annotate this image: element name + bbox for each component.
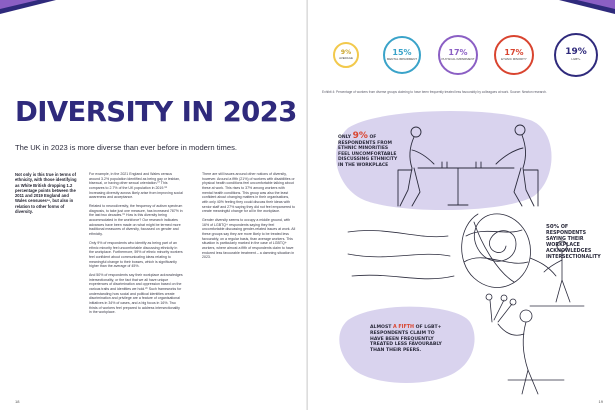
body-column-2 xyxy=(202,172,296,264)
page-number-right: 19 xyxy=(598,399,603,404)
circle-percent: 15% xyxy=(392,48,412,58)
stat-callout-lgbt xyxy=(370,325,442,354)
circle-percent: 9% xyxy=(340,49,352,57)
stat-callout-intersectionality xyxy=(546,224,604,261)
stat-text: OF LGBT+ RESPONDENTS CLAIM TO HAVE BEEN FREQUENTLY TREATED LESS FAVOURABLY THAN THEIR PEERS. xyxy=(370,325,442,354)
intro-paragraph: Not only is this true in terms of ethnicity, with those identifying as White British dropping 1.2 percentage points between the 2011 and 2019 England and Wales censuses¹⁶, but also in relation to other forms of diversity. xyxy=(15,172,77,215)
stat-prefix: ALMOST xyxy=(370,325,394,330)
circle-percent: 19% xyxy=(565,47,587,58)
body-column-1 xyxy=(89,172,183,319)
page-number-left: 18 xyxy=(15,399,20,404)
body-paragraph: Gender diversity seems to occupy a middle ground, with 16% of LGBTQ+ respondents saying they feel uncomfortable discussing gender-related issues at work. All these groups say they are more likely to be treated less favourably, on a regular basis, than average workers. This situation is particularly marked in the case of LGBTQ+ workers, where almost a fifth of respondents claim to have endured less favourable treatment – a damning situation in 2023. xyxy=(202,218,296,260)
circle-label: ETHNIC MINORITY xyxy=(501,57,527,62)
stat-highlight: 9% xyxy=(352,131,368,141)
stat-prefix: ONLY xyxy=(338,135,353,140)
corner-decoration xyxy=(0,0,60,20)
body-paragraph: Only 9% of respondents who identify as being part of an ethnic minority feel uncomfortable discussing ethnicity in the workplace. Furthermore, 59% of ethnic minority workers feel confident about communicating ideas relating to meaningful change to their bosses, which is significantly higher than the average of 45%. xyxy=(89,240,183,269)
stat-highlight: A FIFTH xyxy=(393,325,415,330)
left-page xyxy=(0,0,307,410)
circle-label: AVERAGE xyxy=(339,56,353,61)
illustration-layer xyxy=(308,0,615,410)
body-paragraph: There are still issues around other notions of diversity, however. Around a fifth (21%) of workers with disabilities or physical health conditions feel uncomfortable talking about these at work. This rises to 37% among workers with mental health conditions. This group was also the least confident about changing matters in their organisations, with only 40% feeling they could discuss their ideas with senior staff and 27% saying they did not feel empowered to create meaningful change for all in the workplace. xyxy=(202,172,296,214)
circle-percent: 17% xyxy=(448,48,468,58)
body-paragraph: For example, in the 2021 England and Wales census around 3.2% population identified as being gay or lesbian, bisexual, or having other sexual orientation.¹⁷ This compares to 2.7% of the UK population in 2019.¹⁸ Increasing diversity across likely arise from improving social awareness and acceptance. xyxy=(89,172,183,200)
stat-text: OF RESPONDENTS FROM ETHNIC MINORITIES FEEL UNCOMFORTABLE DISCUSSING ETHNICITY IN THE WORKPLACE xyxy=(338,135,398,168)
exhibit-caption: Exhibit 4: Percentage of workers from diverse groups claiming to have been frequently treated less favourably by colleagues at work. Source: Newton research. xyxy=(322,90,547,94)
circle-label: PHYSICAL IMPAIRMENT xyxy=(441,57,475,62)
stat-text: OF RESPONDENTS SAYING THEIR WORKPLACE ACKNOWLEDGES INTERSECTIONALITY xyxy=(546,225,601,260)
circle-label: MENTAL IMPAIRMENT xyxy=(386,57,418,62)
page-title: DIVERSITY IN 2023 xyxy=(15,96,297,128)
body-paragraph: And 50% of respondents say their workplace acknowledges intersectionality, or the fact that we all have unique experiences of discrimination and oppression based on the various traits and identities we hold.²⁰ Such frameworks for understanding how social and political identities create discrimination and privilege are a feature of organisational initiatives in 34% of cases, and a big focus in 16%. Two thirds of workers feel prepared to address intersectionality in the workplace. xyxy=(89,273,183,315)
page-subtitle: The UK in 2023 is more diverse than ever before in modern times. xyxy=(15,143,238,152)
right-page xyxy=(308,0,615,410)
stat-callout-ethnicity xyxy=(338,131,398,169)
circle-label: LGBT+ xyxy=(571,57,581,62)
stat-highlight: 50% xyxy=(546,224,560,230)
body-paragraph: Related to neurodiversity, the frequency of autism spectrum diagnosis, to take just one measure, has increased 787% in the last two decades.¹⁹ How is this diversity being accommodated in the workforce? Our research indicates advances have been made on what might be termed more traditional measures of diversity, focussed on gender and ethnicity. xyxy=(89,204,183,237)
circle-percent: 17% xyxy=(504,48,524,58)
